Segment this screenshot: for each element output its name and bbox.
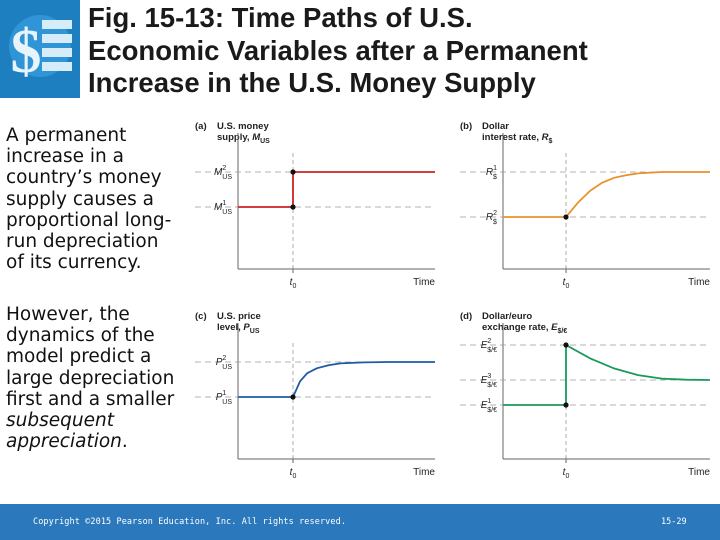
svg-text:$: $ [10, 18, 42, 86]
textbook-logo-icon [0, 0, 80, 98]
footer-page-number: 15-29 [661, 517, 687, 527]
series-line [503, 172, 710, 217]
panel-ylabel-line: supply, $M_{US}$ [217, 132, 270, 145]
series-point-t0-jump [563, 342, 568, 347]
text-period: . [121, 431, 128, 453]
level-label: $R^2$ $ [485, 210, 497, 226]
panel-c [195, 311, 435, 480]
panel-ylabel-line: interest rate, $R_{\$}$ [482, 132, 553, 145]
series-line [503, 345, 710, 405]
level-label: $P^1$ US [215, 390, 232, 406]
t0-label: $t_0$ [562, 277, 570, 290]
panel-letter-label: (b) [460, 121, 473, 132]
text-line: supply causes a [6, 188, 154, 210]
series-point-t0 [563, 214, 568, 219]
level-label: $E^2$ $/€ [480, 338, 497, 354]
text-line-italic: subsequent [6, 410, 114, 432]
slide-title [88, 2, 713, 100]
series-line [238, 362, 435, 397]
panel-ylabel-line: exchange rate, $E_{\$/€}$ [482, 322, 568, 335]
x-axis-label: Time [413, 277, 435, 288]
panel-letter-label: (a) [195, 121, 207, 132]
text-line: A permanent [6, 125, 127, 146]
title-line: Fig. 15-13: Time Paths of U.S. [88, 2, 473, 33]
t0-label: $t_0$ [289, 467, 297, 480]
x-axis-label: Time [688, 277, 710, 288]
t0-label: $t_0$ [562, 467, 570, 480]
series-line [238, 172, 435, 207]
level-label: $P^2$ US [215, 355, 232, 371]
series-point-t0 [290, 204, 295, 209]
series-point-t0 [290, 394, 295, 399]
level-label: $M^2$ US [214, 165, 232, 181]
text-line: dynamics of the [6, 325, 155, 347]
text-block-long-run [6, 125, 194, 273]
x-axis-label: Time [688, 467, 710, 478]
text-line: increase in a [6, 146, 124, 168]
text-line: However, the [6, 304, 130, 325]
title-line: Economic Variables after a Permanent [88, 34, 588, 66]
series-point-t0 [563, 402, 568, 407]
text-line: country’s money [6, 167, 162, 189]
text-line: model predict a [6, 346, 152, 368]
panel-b [460, 121, 710, 290]
panel-letter-label: (d) [460, 311, 473, 322]
text-line: first and a smaller [6, 388, 175, 410]
text-line: proportional long- [6, 209, 172, 231]
figure-panels [195, 115, 720, 495]
level-label: $M^1$ US [214, 200, 232, 216]
text-line-italic: appreciation [6, 431, 122, 453]
title-line: Increase in the U.S. Money Supply [88, 67, 536, 98]
panel-ylabel-line: Dollar/euro [482, 311, 533, 322]
panel-d [460, 311, 710, 480]
footer-bar [0, 504, 720, 540]
level-label: $R^1$ $ [485, 165, 497, 181]
panel-ylabel-line: U.S. price [217, 311, 261, 322]
level-label: $E^3$ $/€ [480, 373, 497, 389]
text-block-dynamics [6, 304, 194, 452]
t0-label: $t_0$ [289, 277, 297, 290]
panel-letter-label: (c) [195, 311, 207, 322]
series-point-t0-jump [290, 169, 295, 174]
panel-ylabel-line: level, $P_{US}$ [217, 322, 260, 335]
level-label: $E^1$ $/€ [480, 398, 497, 414]
panel-ylabel-line: U.S. money [217, 121, 269, 132]
text-line: run depreciation [6, 231, 159, 253]
footer-copyright: Copyright ©2015 Pearson Education, Inc. All rights reserved. [33, 517, 347, 527]
x-axis-label: Time [413, 467, 435, 478]
panel-a [195, 121, 435, 290]
text-line: large depreciation [6, 367, 175, 389]
text-line: of its currency. [6, 252, 142, 274]
panel-ylabel-line: Dollar [482, 121, 509, 132]
